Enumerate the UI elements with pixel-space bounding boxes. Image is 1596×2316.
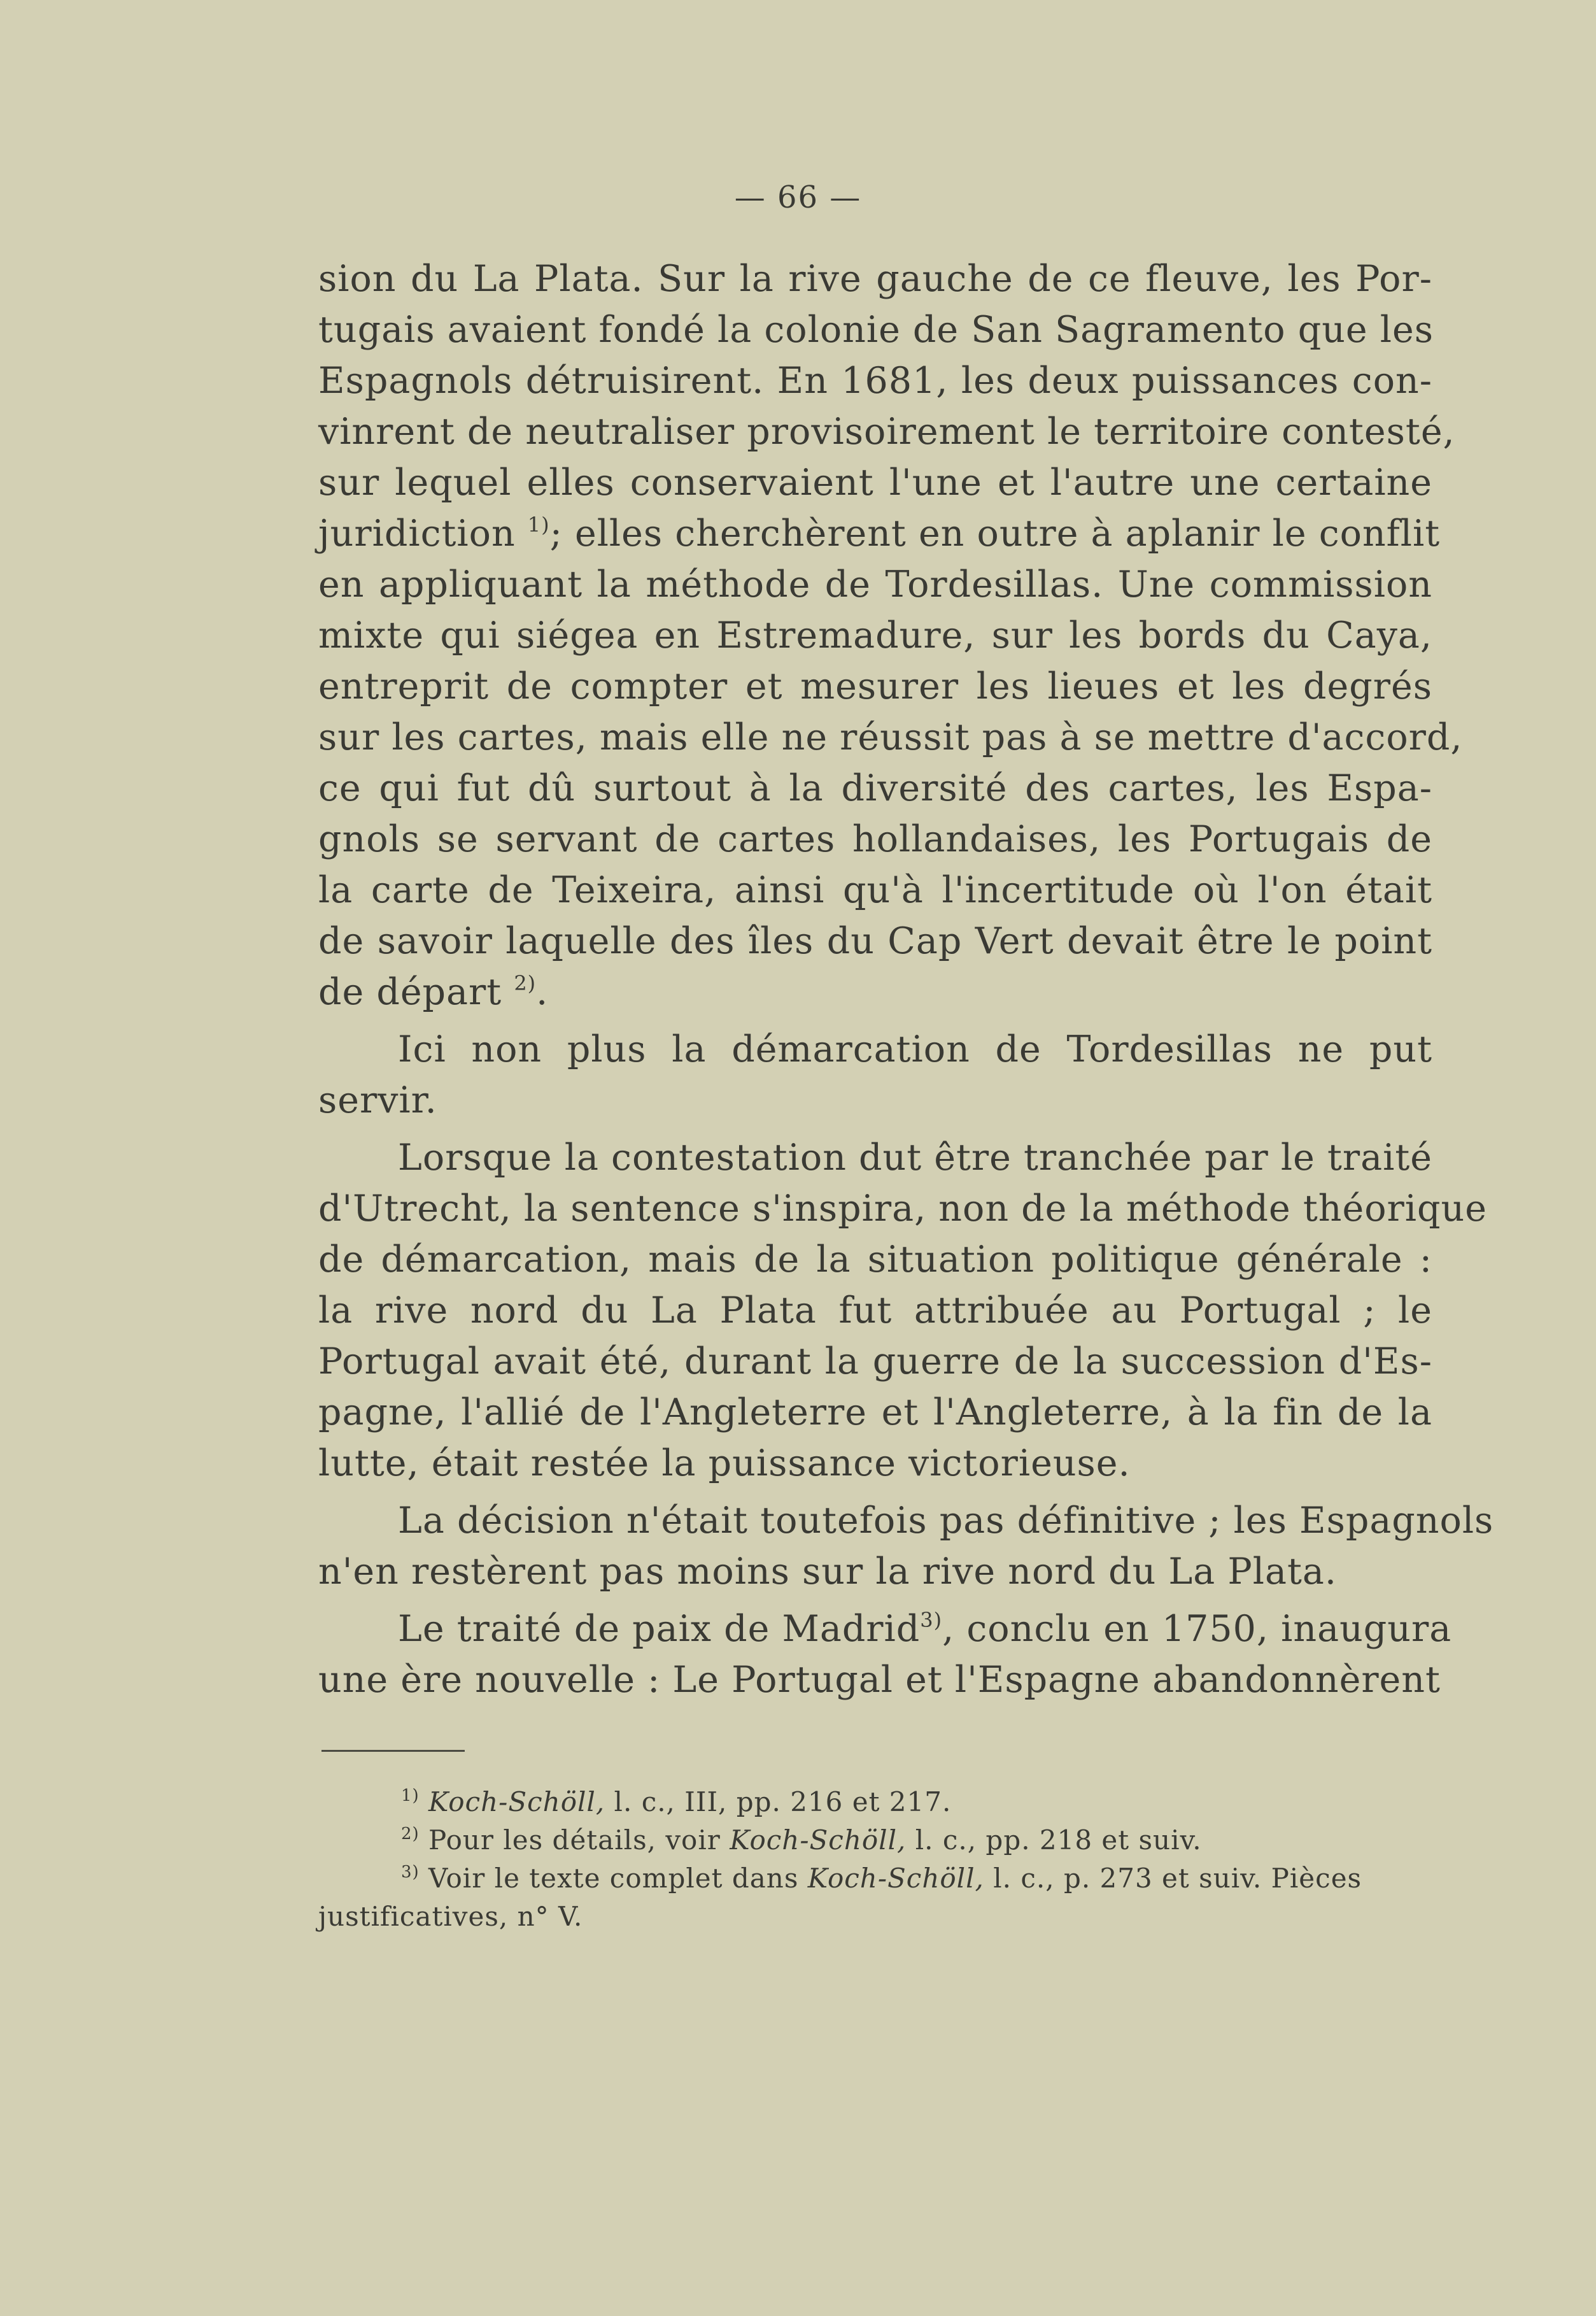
text-line: d'Utrecht, la sentence s'inspira, non de la méthode théorique — [318, 1188, 1487, 1230]
text-segment: , conclu en 1750, inaugura — [942, 1608, 1452, 1650]
footnote — [318, 1859, 1432, 1898]
footnote-text: l. c., p. 273 et suiv. Pièces — [984, 1863, 1362, 1894]
text-line: servir. — [318, 1079, 437, 1121]
text-line — [318, 967, 1432, 1018]
footnote-text: Voir le texte complet dans — [419, 1863, 808, 1894]
footnote-author: Koch-Schöll, — [730, 1824, 907, 1856]
text-line: n'en restèrent pas moins sur la rive nord du La Plata. — [318, 1551, 1337, 1593]
text-segment: . — [536, 971, 549, 1013]
text-segment: juridiction — [318, 513, 516, 555]
footnote — [318, 1783, 1432, 1821]
footnote-mark: 3) — [401, 1863, 420, 1882]
footnote-text: l. c., III, pp. 216 et 217. — [605, 1786, 952, 1817]
footnote-continuation: justificatives, n° V. — [318, 1901, 583, 1932]
text-line: entreprit de compter et mesurer les lieues et les degrés — [318, 665, 1432, 707]
text-line: tugais avaient fondé la colonie de San Sagramento que les — [318, 309, 1434, 351]
text-line — [318, 1603, 1452, 1654]
text-line: lutte, était restée la puissance victorieuse. — [318, 1442, 1131, 1484]
page-number: — 66 — — [734, 180, 862, 215]
text-line: une ère nouvelle : Le Portugal et l'Espagne abandonnèrent — [318, 1659, 1441, 1701]
text-line: la carte de Teixeira, ainsi qu'à l'incertitude où l'on était — [318, 869, 1432, 911]
footnote — [318, 1821, 1432, 1859]
text-line: Ici non plus la démarcation de Tordesillas ne put — [398, 1028, 1432, 1070]
text-line: la rive nord du La Plata fut attribuée au Portugal ; le — [318, 1289, 1432, 1332]
text-line: de démarcation, mais de la situation politique générale : — [318, 1239, 1432, 1281]
text-line: sion du La Plata. Sur la rive gauche de ce fleuve, les Por- — [318, 258, 1432, 300]
text-segment: Le traité de paix de Madrid — [398, 1608, 921, 1650]
footnote-mark: 1) — [401, 1786, 420, 1805]
text-line: La décision n'était toutefois pas définitive ; les Espagnols — [398, 1500, 1494, 1542]
text-line: gnols se servant de cartes hollandaises, les Portugais de — [318, 818, 1432, 860]
footnote-ref: 3) — [920, 1608, 943, 1632]
text-line: ce qui fut dû surtout à la diversité des cartes, les Espa- — [318, 767, 1432, 809]
text-line: vinrent de neutraliser provisoirement le territoire contesté, — [318, 411, 1455, 453]
text-line: sur lequel elles conservaient l'une et l'autre une certaine — [318, 462, 1432, 504]
footnote-ref: 2) — [514, 971, 537, 995]
footnote-text: Pour les détails, voir — [419, 1824, 730, 1856]
footnote-mark: 2) — [401, 1824, 420, 1844]
text-segment: de départ — [318, 971, 502, 1013]
text-line: de savoir laquelle des îles du Cap Vert devait être le point — [318, 920, 1432, 962]
text-line: Portugal avait été, durant la guerre de la succession d'Es- — [318, 1340, 1432, 1382]
body-text — [318, 253, 1494, 1705]
footnote-author: Koch-Schöll, — [807, 1863, 984, 1894]
footnote-text: l. c., pp. 218 et suiv. — [906, 1824, 1202, 1856]
text-line — [318, 508, 1441, 559]
text-line: sur les cartes, mais elle ne réussit pas à se mettre d'accord, — [318, 716, 1463, 758]
text-line: Lorsque la contestation dut être tranchée par le traité — [398, 1137, 1433, 1179]
text-segment: ; elles cherchèrent en outre à aplanir le conflit — [549, 513, 1441, 555]
footnote-author: Koch-Schöll, — [428, 1786, 605, 1817]
text-line: en appliquant la méthode de Tordesillas. Une commission — [318, 564, 1432, 606]
footnote-ref: 1) — [527, 513, 550, 537]
text-line: pagne, l'allié de l'Angleterre et l'Angleterre, à la fin de la — [318, 1391, 1432, 1433]
footnote-divider — [321, 1750, 465, 1752]
text-line: mixte qui siégea en Estremadure, sur les bords du Caya, — [318, 615, 1432, 657]
footnotes — [318, 1783, 1432, 1936]
text-line: Espagnols détruisirent. En 1681, les deux puissances con- — [318, 360, 1432, 402]
